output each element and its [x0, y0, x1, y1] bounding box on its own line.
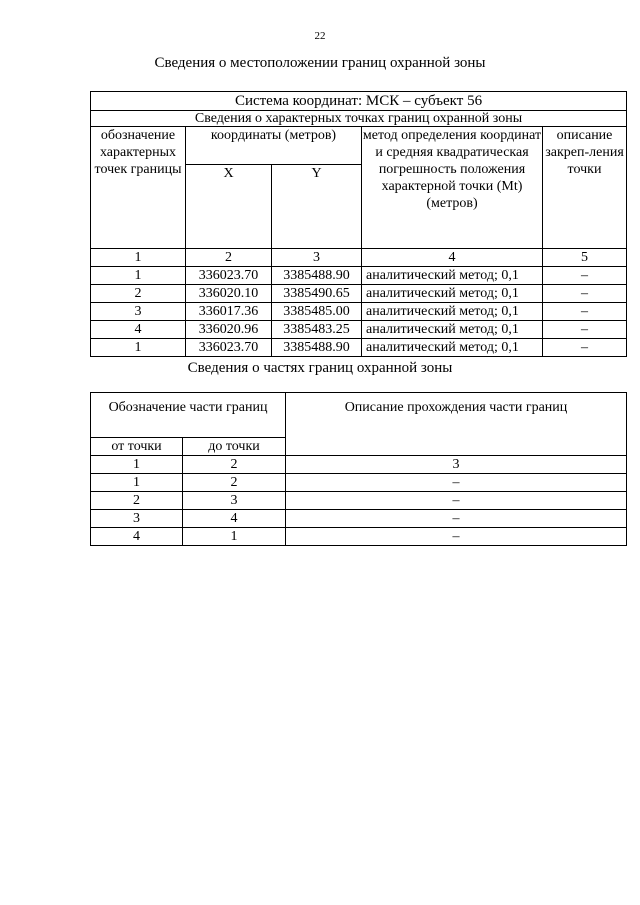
table-row [91, 510, 627, 528]
header-part-designation: Обозначение части границ [91, 393, 286, 438]
table-row [91, 528, 627, 546]
table-row [91, 285, 627, 303]
header-method: метод определения координат и средняя квадратическая погрешность положения характерной точки (Mt) (метров) [362, 127, 543, 249]
part-description: – [286, 510, 627, 528]
fixing-description: – [543, 285, 627, 303]
table-row [91, 456, 627, 474]
column-number: 2 [186, 249, 272, 267]
header-to-point: до точки [183, 438, 286, 456]
table-row [91, 321, 627, 339]
table-row [91, 474, 627, 492]
table-row [91, 92, 627, 111]
coord-x: 336023.70 [186, 267, 272, 285]
column-number: 1 [91, 456, 183, 474]
fixing-description: – [543, 267, 627, 285]
part-description: – [286, 528, 627, 546]
header-part-description: Описание прохождения части границ [286, 393, 627, 456]
coord-x: 336020.10 [186, 285, 272, 303]
to-point: 2 [183, 474, 286, 492]
header-coordinates: координаты (метров) [186, 127, 362, 165]
coord-y: 3385483.25 [272, 321, 362, 339]
column-number: 4 [362, 249, 543, 267]
header-from-point: от точки [91, 438, 183, 456]
method: аналитический метод; 0,1 [362, 339, 543, 357]
method: аналитический метод; 0,1 [362, 267, 543, 285]
table-row [91, 393, 627, 438]
column-number: 5 [543, 249, 627, 267]
to-point: 1 [183, 528, 286, 546]
method: аналитический метод; 0,1 [362, 321, 543, 339]
point-number: 1 [91, 267, 186, 285]
fixing-description: – [543, 321, 627, 339]
to-point: 4 [183, 510, 286, 528]
table-row [91, 267, 627, 285]
coord-x: 336017.36 [186, 303, 272, 321]
from-point: 3 [91, 510, 183, 528]
header-y: Y [272, 165, 362, 249]
coordinates-table [90, 91, 627, 357]
section1-title: Сведения о местоположении границ охранной зоны [154, 55, 486, 71]
table-row [91, 249, 627, 267]
from-point: 1 [91, 474, 183, 492]
table-row [91, 127, 627, 165]
column-number: 3 [286, 456, 627, 474]
point-number: 3 [91, 303, 186, 321]
point-number: 1 [91, 339, 186, 357]
fixing-description: – [543, 339, 627, 357]
column-number: 2 [183, 456, 286, 474]
coord-y: 3385488.90 [272, 339, 362, 357]
coord-y: 3385485.00 [272, 303, 362, 321]
column-number: 3 [272, 249, 362, 267]
parts-table [90, 392, 627, 546]
to-point: 3 [183, 492, 286, 510]
point-number: 2 [91, 285, 186, 303]
coord-x: 336020.96 [186, 321, 272, 339]
section2-title: Сведения о частях границ охранной зоны [187, 360, 453, 376]
method: аналитический метод; 0,1 [362, 303, 543, 321]
coordinate-system: Система координат: МСК – субъект 56 [91, 92, 627, 111]
table-row [91, 339, 627, 357]
method: аналитический метод; 0,1 [362, 285, 543, 303]
coord-y: 3385488.90 [272, 267, 362, 285]
table-subtitle: Сведения о характерных точках границ охранной зоны [91, 111, 627, 127]
coord-y: 3385490.65 [272, 285, 362, 303]
table-row [91, 111, 627, 127]
table-row [91, 492, 627, 510]
page-number: 22 [314, 30, 326, 42]
column-number: 1 [91, 249, 186, 267]
coord-x: 336023.70 [186, 339, 272, 357]
from-point: 2 [91, 492, 183, 510]
header-x: X [186, 165, 272, 249]
point-number: 4 [91, 321, 186, 339]
part-description: – [286, 492, 627, 510]
header-description: описание закреп-ления точки [543, 127, 627, 249]
part-description: – [286, 474, 627, 492]
header-designation: обозначение характерных точек границы [91, 127, 186, 249]
table-row [91, 303, 627, 321]
fixing-description: – [543, 303, 627, 321]
from-point: 4 [91, 528, 183, 546]
